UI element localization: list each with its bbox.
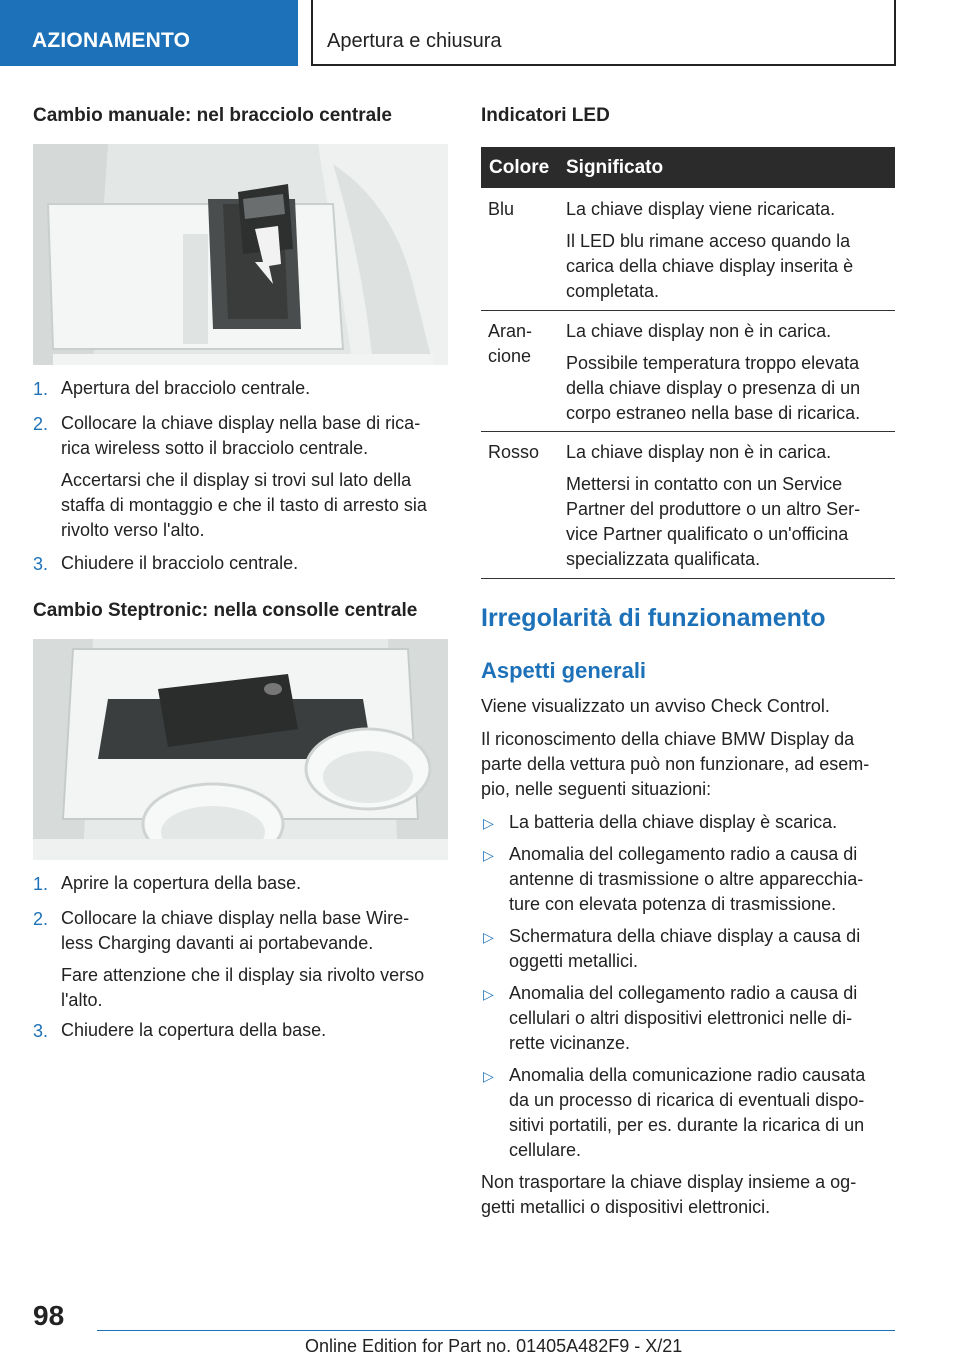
table-cell-meaning: La chiave display viene ricaricata. <box>566 199 836 219</box>
bullet-text: da un processo di ricarica di eventuali dispo- <box>509 1090 865 1110</box>
step-text: Chiudere la copertura della base. <box>61 1020 327 1040</box>
step-text: Chiudere il bracciolo centrale. <box>61 553 299 573</box>
table-row-divider <box>481 578 895 579</box>
paragraph-text: pio, nelle seguenti situazioni: <box>481 779 712 799</box>
step-note: Accertarsi che il display si trovi sul lato della <box>61 470 412 490</box>
table-cell-color: Blu <box>488 199 515 219</box>
bullet-triangle-icon: ▷ <box>483 847 494 863</box>
bullet-text: cellulare. <box>509 1140 582 1160</box>
table-cell-color: Rosso <box>488 442 540 462</box>
table-cell-meaning: carica della chiave display inserita è <box>566 256 854 276</box>
bullet-text: Schermatura della chiave display a causa di <box>509 926 861 946</box>
paragraph-text: Il riconoscimento della chiave BMW Display da <box>481 729 855 749</box>
bullet-triangle-icon: ▷ <box>483 986 494 1002</box>
section-label: AZIONAMENTO <box>0 0 298 66</box>
bullet-text: Anomalia del collegamento radio a causa di <box>509 844 858 864</box>
closing-text: getti metallici o dispositivi elettronici. <box>481 1197 771 1217</box>
table-cell-meaning: Possibile temperatura troppo elevata <box>566 353 860 373</box>
bullet-text: oggetti metallici. <box>509 951 639 971</box>
closing-text: Non trasportare la chiave display insieme a og- <box>481 1172 857 1192</box>
chapter-title: Apertura e chiusura <box>311 0 896 66</box>
bullet-text: sitivi portatili, per es. durante la ricarica di un <box>509 1115 865 1135</box>
step-text: rica wireless sotto il bracciolo centrale. <box>61 438 369 458</box>
table-cell-meaning: della chiave display o presenza di un <box>566 378 861 398</box>
step-number: 3. <box>33 554 49 574</box>
led-heading: Indicatori LED <box>481 105 610 126</box>
bullet-text: cellulari o altri dispositivi elettronici nelle di- <box>509 1008 853 1028</box>
subsection-title: Aspetti generali <box>481 658 647 683</box>
bullet-triangle-icon: ▷ <box>483 929 494 945</box>
table-cell-meaning: La chiave display non è in carica. <box>566 321 832 341</box>
bullet-text: Anomalia del collegamento radio a causa di <box>509 983 858 1003</box>
bullet-triangle-icon: ▷ <box>483 1068 494 1084</box>
page-header <box>0 0 960 66</box>
steptronic-heading: Cambio Steptronic: nella consolle centrale <box>33 600 418 621</box>
table-cell-meaning: Partner del produttore o un altro Ser- <box>566 499 861 519</box>
step-number: 1. <box>33 874 49 894</box>
edition-text: Online Edition for Part no. 01405A482F9 - X/21 <box>305 1336 683 1356</box>
table-row-divider <box>481 310 895 311</box>
bullet-triangle-icon: ▷ <box>483 815 494 831</box>
step-number: 1. <box>33 379 49 399</box>
manual-heading: Cambio manuale: nel bracciolo centrale <box>33 105 392 126</box>
armrest-illustration <box>33 144 448 365</box>
armrest-drawing <box>33 144 448 365</box>
bullet-text: ture con elevata potenza di trasmissione. <box>509 894 837 914</box>
step-number: 3. <box>33 1021 49 1041</box>
table-cell-meaning: vice Partner qualificato o un'officina <box>566 524 849 544</box>
table-row-divider <box>481 431 895 432</box>
step-number: 2. <box>33 414 49 434</box>
bullet-text: La batteria della chiave display è scarica. <box>509 812 838 832</box>
console-illustration <box>33 639 448 860</box>
intro-text: Viene visualizzato un avviso Check Control. <box>481 696 830 716</box>
page-number: 98 <box>33 1300 65 1331</box>
table-cell-meaning: corpo estraneo nella base di ricarica. <box>566 403 861 423</box>
table-cell-meaning: Il LED blu rimane acceso quando la <box>566 231 851 251</box>
step-note: l'alto. <box>61 990 103 1010</box>
step-note: staffa di montaggio e che il tasto di arresto sia <box>61 495 427 515</box>
footer-rule <box>97 1330 895 1331</box>
section-title: Irregolarità di funzionamento <box>481 604 826 632</box>
step-number: 2. <box>33 909 49 929</box>
bullet-text: rette vicinanze. <box>509 1033 631 1053</box>
step-note: Fare attenzione che il display sia rivolto verso <box>61 965 425 985</box>
step-text: Collocare la chiave display nella base Wire- <box>61 908 410 928</box>
table-cell-color: cione <box>488 346 532 366</box>
step-text: Aprire la copertura della base. <box>61 873 302 893</box>
step-text: Apertura del bracciolo centrale. <box>61 378 311 398</box>
table-cell-meaning: completata. <box>566 281 660 301</box>
column-header-color: Colore <box>489 157 550 178</box>
bullet-text: antenne di trasmissione o altre apparecchia- <box>509 869 864 889</box>
led-table-header <box>481 147 895 188</box>
step-text: less Charging davanti ai portabevande. <box>61 933 374 953</box>
column-header-meaning: Significato <box>566 157 664 178</box>
table-cell-meaning: La chiave display non è in carica. <box>566 442 832 462</box>
table-cell-meaning: Mettersi in contatto con un Service <box>566 474 843 494</box>
console-drawing <box>33 639 448 860</box>
table-cell-meaning: specializzata qualificata. <box>566 549 761 569</box>
step-text: Collocare la chiave display nella base di rica- <box>61 413 421 433</box>
table-cell-color: Aran- <box>488 321 533 341</box>
bullet-text: Anomalia della comunicazione radio causata <box>509 1065 866 1085</box>
paragraph-text: parte della vettura può non funzionare, ad esem- <box>481 754 870 774</box>
step-note: rivolto verso l'alto. <box>61 520 205 540</box>
